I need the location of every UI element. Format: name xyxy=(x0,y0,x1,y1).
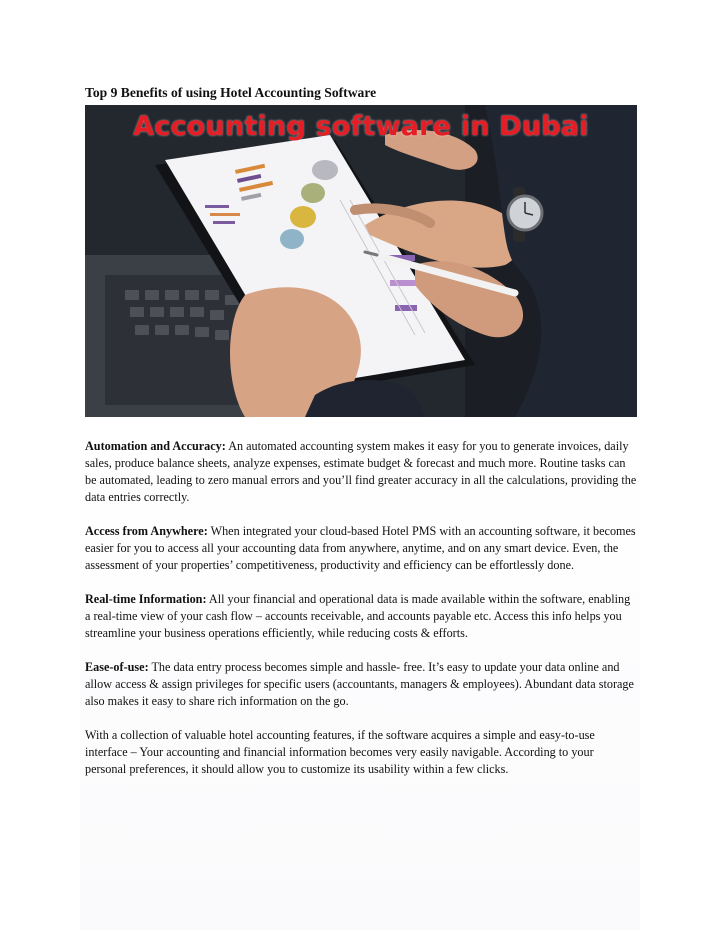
section-access-anywhere xyxy=(85,523,637,574)
page-title: Top 9 Benefits of using Hotel Accounting Software xyxy=(85,85,377,100)
hero-caption: Accounting software in Dubai xyxy=(133,111,589,142)
section-automation-accuracy xyxy=(85,438,637,506)
section-body: When integrated your cloud-based Hotel PMS with an accounting software, it becomes easier for you to access all your accounting data from anywhere, anytime, and on any smart device. Even, the assessment of your properties’ competitiveness, productivity and efficiency can be effortlessly done. xyxy=(85,524,636,572)
section-heading: Ease-of-use: xyxy=(85,660,149,674)
section-body: The data entry process becomes simple and hassle- free. It’s easy to update your data online and allow access & assign privileges for specific users (accountants, managers & employees). Abundant data storage also makes it easy to share rich information on the go. xyxy=(85,660,634,708)
section-heading: Automation and Accuracy: xyxy=(85,439,226,453)
section-real-time-information xyxy=(85,591,637,642)
section-body: All your financial and operational data is made available within the software, enabling a real-time view of your cash flow – accounts receivable, and accounts payable etc. Access this info helps you streamline your business operations efficiently, while reducing costs & efforts. xyxy=(85,592,631,640)
section-ease-of-use xyxy=(85,659,637,710)
benefits-list xyxy=(85,438,637,795)
hero-image xyxy=(85,105,637,417)
section-body: An automated accounting system makes it easy for you to generate invoices, daily sales, produce balance sheets, analyze expenses, estimate budget & forecast and much more. Routine tasks can be automated, leading to zero manual errors and you’ll find greater accuracy in all the calculations, providing the data entries correctly. xyxy=(85,439,637,504)
hands-pointing-at-charts-image xyxy=(85,105,637,417)
closing-paragraph: With a collection of valuable hotel accounting features, if the software acquires a simple and easy-to-use interface – Your accounting and financial information becomes very easily navigable. According to your personal preferences, it should allow you to customize its usability within a few clicks. xyxy=(85,728,595,776)
section-heading: Real-time Information: xyxy=(85,592,207,606)
section-heading: Access from Anywhere: xyxy=(85,524,208,538)
